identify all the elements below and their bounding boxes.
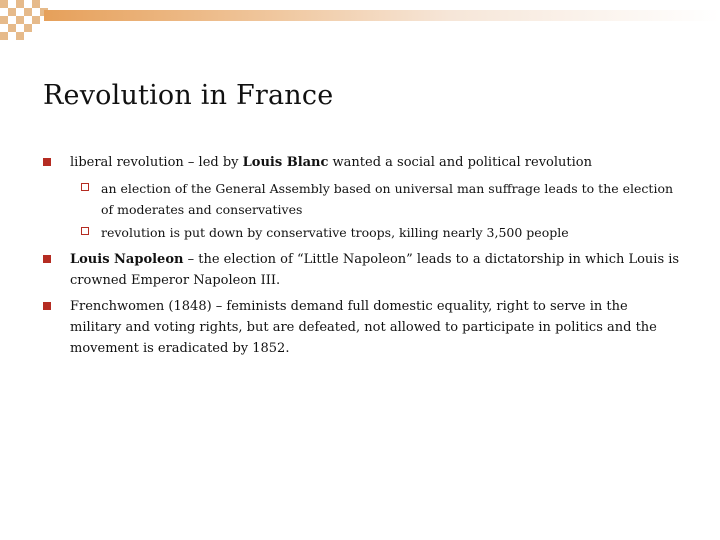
bullet-text: wanted a social and political revolution — [328, 155, 592, 170]
square-bullet-icon — [43, 158, 51, 166]
bullet-text: liberal revolution – led by — [70, 155, 243, 170]
bullet-bold-text: Louis Napoleon — [70, 252, 184, 267]
slide-title: Revolution in France — [43, 80, 334, 112]
square-bullet-icon — [43, 255, 51, 263]
bullet-item — [40, 296, 680, 359]
header-accent-bar — [44, 10, 720, 21]
square-bullet-icon — [43, 302, 51, 310]
bullet-text: Frenchwomen (1848) – feminists demand full domestic equality, right to serve in the military and voting rights, but are defeated, not allowed to participate in politics and the movement is eradicated by 1852. — [70, 299, 657, 356]
sub-bullet-item — [40, 178, 680, 220]
bullet-bold-text: Louis Blanc — [242, 155, 329, 170]
bullet-item — [40, 152, 680, 173]
hollow-square-bullet-icon — [81, 227, 89, 235]
bullet-item — [40, 249, 680, 291]
slide-content — [40, 152, 680, 364]
sub-bullet-text: revolution is put down by conservative troops, killing nearly 3,500 people — [101, 225, 569, 240]
sub-bullet-item — [40, 222, 680, 243]
bullet-text: – the election of “Little Napoleon” leads to a dictatorship in which Louis is crowned Emperor Napoleon III. — [70, 252, 680, 288]
sub-bullet-text: an election of the General Assembly based on universal man suffrage leads to the election of moderates and conservatives — [101, 181, 674, 217]
hollow-square-bullet-icon — [81, 183, 89, 191]
decorative-checker-pattern — [0, 0, 60, 60]
